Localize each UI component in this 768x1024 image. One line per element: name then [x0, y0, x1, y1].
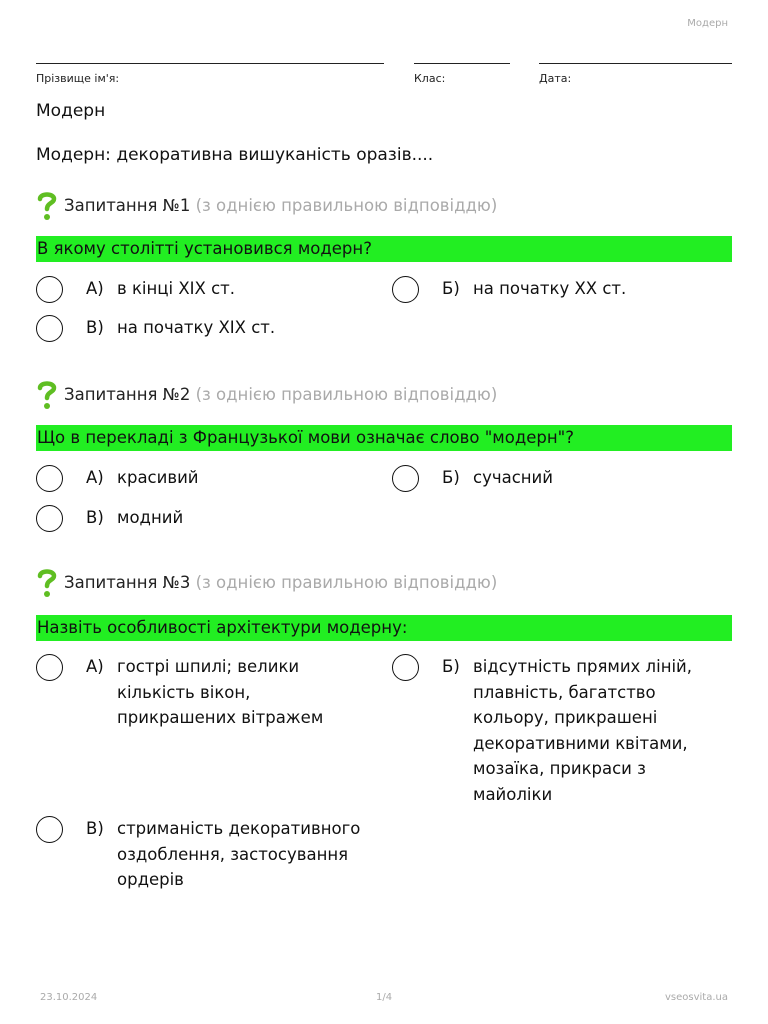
option-letter: А): [86, 657, 104, 676]
option-letter: В): [86, 819, 104, 838]
question-mark-icon: [36, 190, 58, 222]
radio-button[interactable]: [36, 505, 63, 532]
option-text: гострі шпилі; велики кількість вікон, прикрашених вітражем: [117, 657, 324, 727]
footer-date: 23.10.2024: [40, 992, 98, 1003]
option-text: відсутність прямих ліній, плавність, багатство кольору, прикрашені декоративними квітами, мозаїка, прикраси з майоліки: [473, 657, 693, 804]
date-field-label: Дата:: [539, 72, 572, 85]
question-number: Запитання №2: [64, 385, 191, 404]
question-heading: [64, 573, 497, 592]
header-topic-tag: Модерн: [687, 18, 728, 29]
date-field-line[interactable]: [539, 63, 732, 64]
option-letter: В): [86, 508, 104, 527]
radio-button[interactable]: [36, 654, 63, 681]
option-text: стриманість декоративного оздоблення, застосування ордерів: [117, 819, 361, 889]
page-subtitle: Модерн: декоративна вишуканість оразів....: [36, 145, 434, 165]
option-letter: А): [86, 468, 104, 487]
radio-button[interactable]: [392, 654, 419, 681]
question-header: [36, 570, 732, 602]
footer-page-number: 1/4: [376, 992, 393, 1003]
name-field-label: Прізвище ім'я:: [36, 72, 120, 85]
question-header: [36, 382, 732, 414]
question-heading: [64, 385, 497, 404]
class-field-label: Клас:: [414, 72, 446, 85]
radio-button[interactable]: [36, 276, 63, 303]
question-3: [36, 570, 732, 930]
question-note: (з однією правильною відповіддю): [195, 196, 498, 215]
radio-button[interactable]: [36, 816, 63, 843]
option-text: на початку ХХ ст.: [473, 279, 627, 298]
question-text: Назвіть особливості архітектури модерну:: [36, 615, 732, 641]
question-note: (з однією правильною відповіддю): [195, 573, 498, 592]
question-header: [36, 193, 732, 225]
radio-button[interactable]: [392, 465, 419, 492]
question-mark-icon: [36, 567, 58, 599]
question-text: Що в перекладі з Французької мови означає слово "модерн"?: [36, 425, 732, 451]
option-letter: В): [86, 318, 104, 337]
question-number: Запитання №1: [64, 196, 191, 215]
name-field-line[interactable]: [36, 63, 384, 64]
page-title: Модерн: [36, 101, 106, 121]
question-mark-icon: [36, 379, 58, 411]
option-letter: Б): [442, 279, 460, 298]
radio-button[interactable]: [392, 276, 419, 303]
option-text: сучасний: [473, 468, 554, 487]
question-1: [36, 193, 732, 353]
question-number: Запитання №3: [64, 573, 191, 592]
option-text: на початку XIX ст.: [117, 318, 276, 337]
question-text: В якому столітті установився модерн?: [36, 236, 732, 262]
option-text: красивий: [117, 468, 199, 487]
question-note: (з однією правильною відповіддю): [195, 385, 498, 404]
option-letter: А): [86, 279, 104, 298]
radio-button[interactable]: [36, 315, 63, 342]
option-text: модний: [117, 508, 184, 527]
footer-site-link[interactable]: vseosvita.ua: [665, 992, 728, 1003]
class-field-line[interactable]: [414, 63, 510, 64]
radio-button[interactable]: [36, 465, 63, 492]
question-2: [36, 382, 732, 542]
question-heading: [64, 196, 497, 215]
option-text: в кінці XIX ст.: [117, 279, 236, 298]
option-letter: Б): [442, 468, 460, 487]
option-letter: Б): [442, 657, 460, 676]
